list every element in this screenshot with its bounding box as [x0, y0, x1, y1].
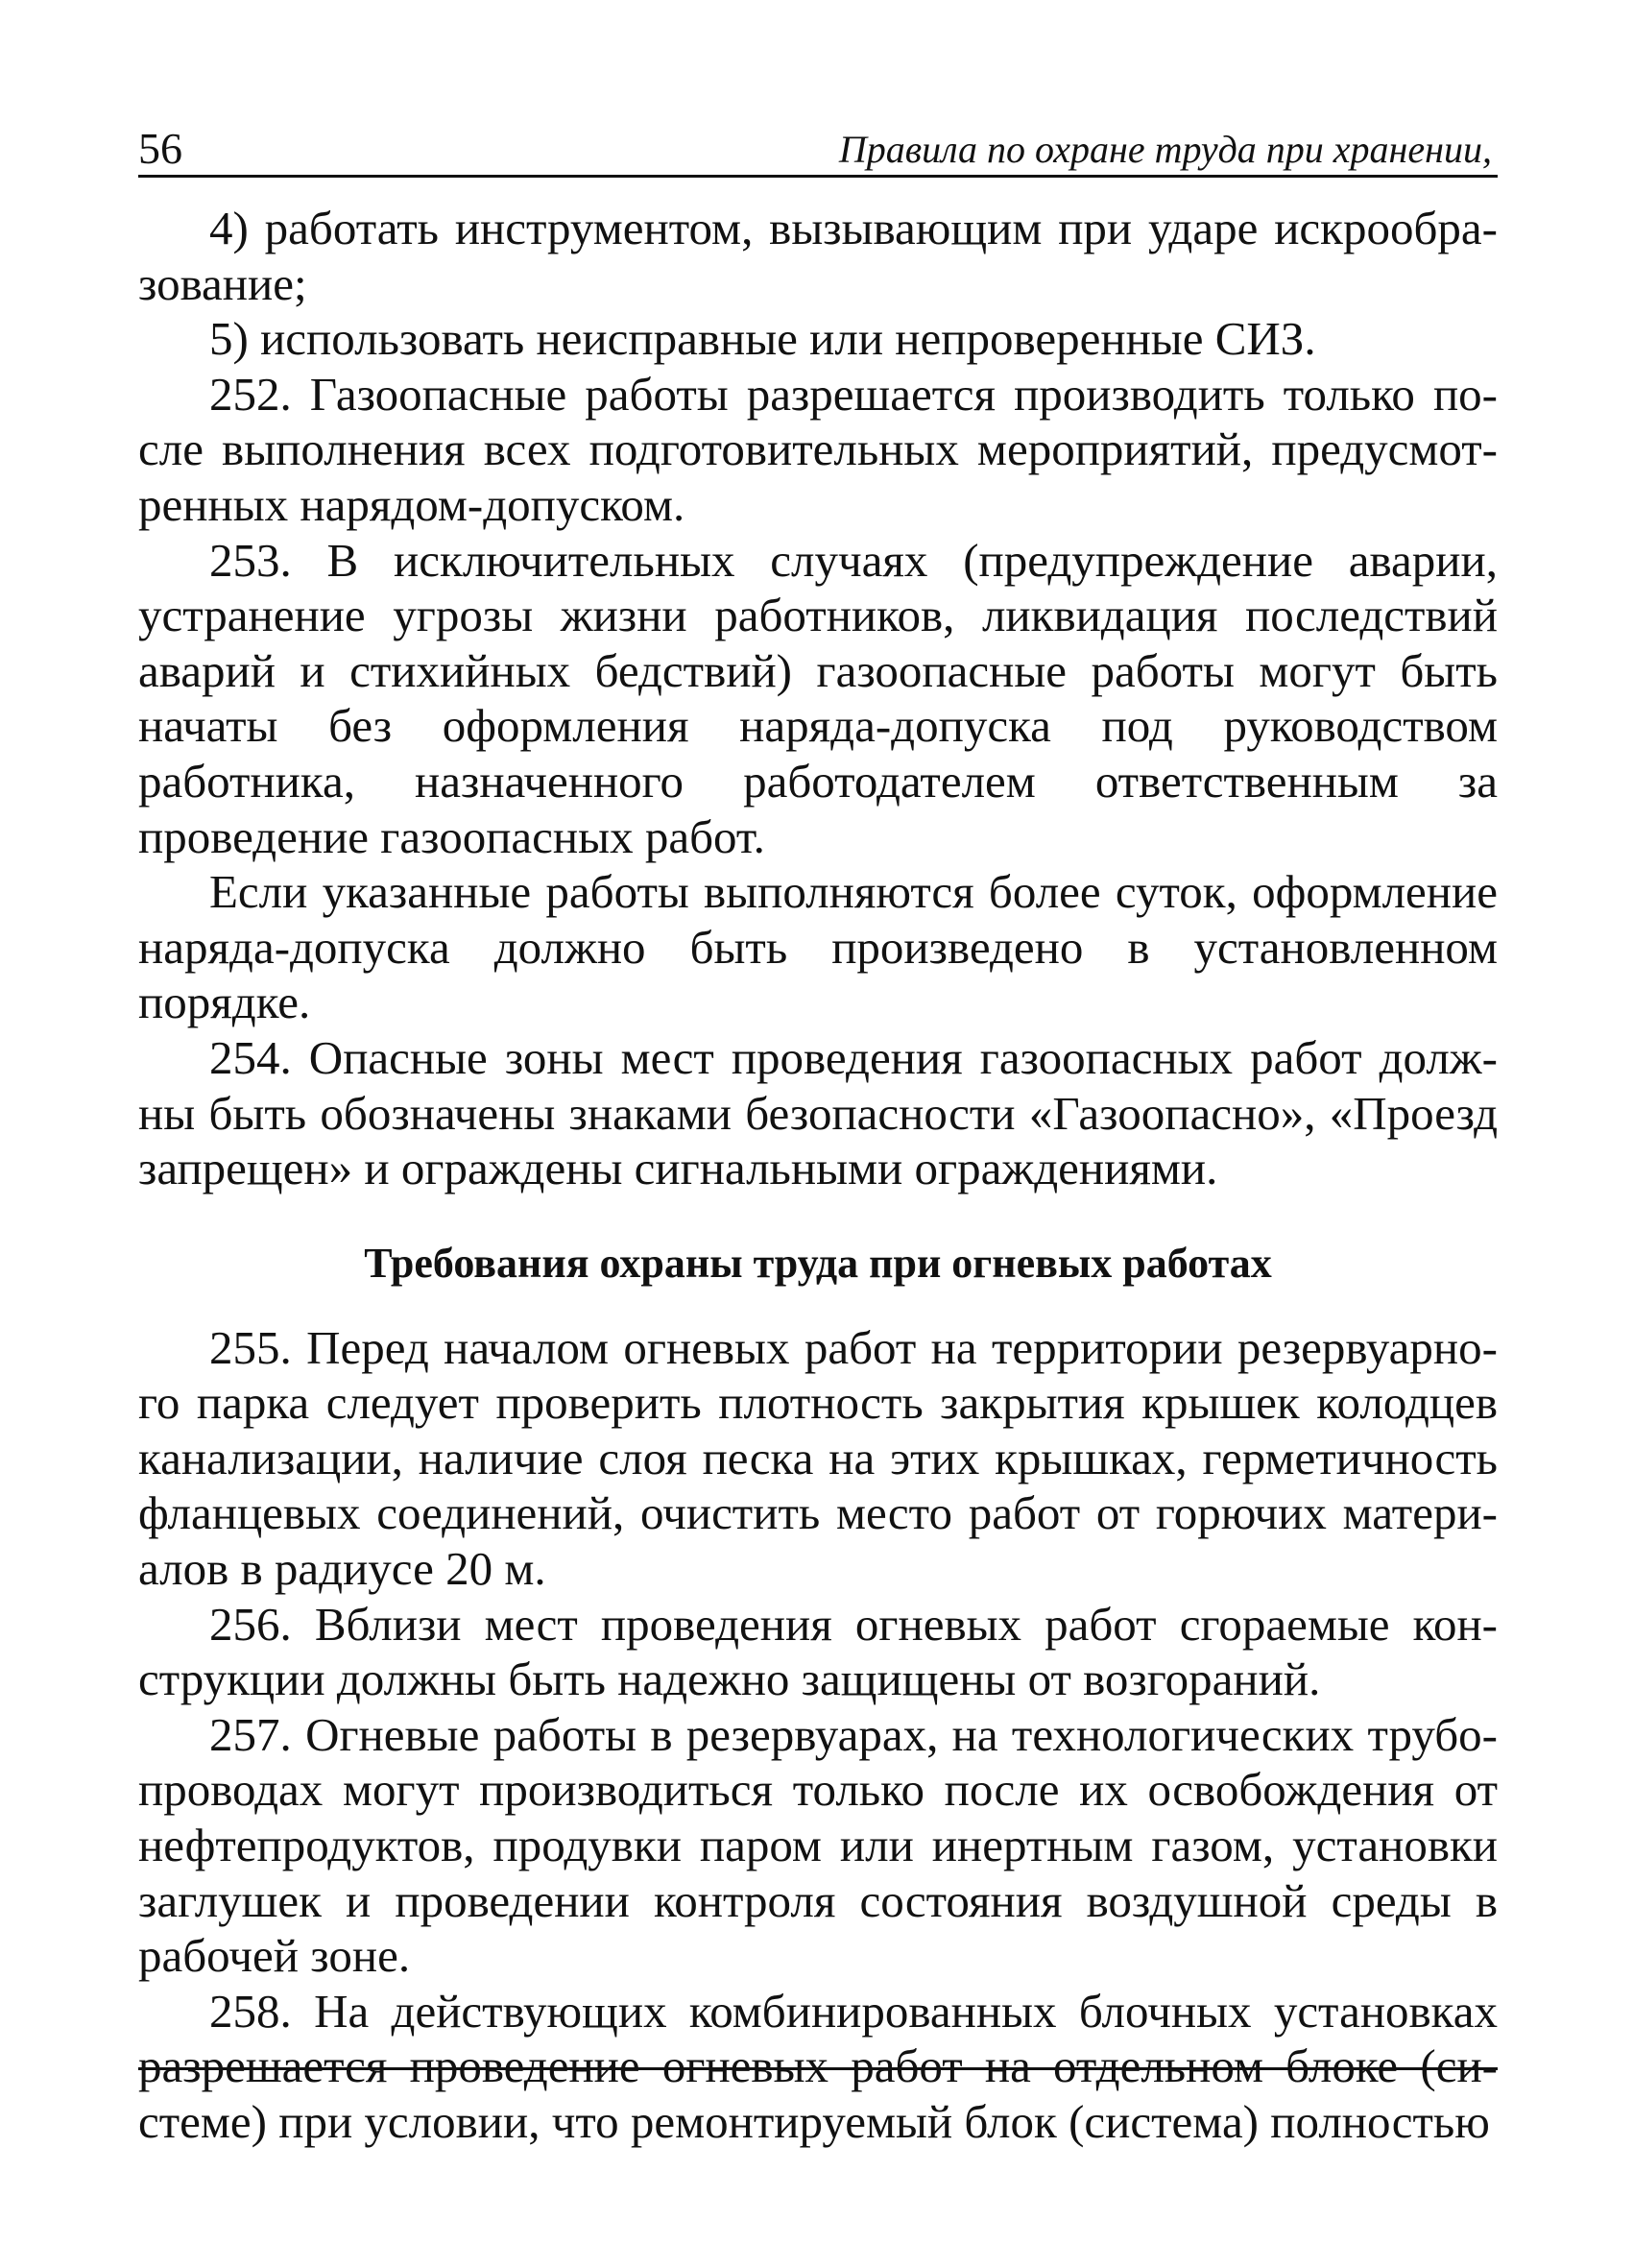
- section-heading: Требования охраны труда при огневых работах: [364, 1239, 1272, 1287]
- paragraph-253-continuation: Если указанные работы выполняются более суток, оформление наряда-допуска должно быть произведено в установленном порядке.: [138, 865, 1498, 1029]
- running-title: Правила по охране труда при хранении,: [838, 128, 1492, 171]
- page: [138, 115, 1498, 2150]
- paragraph-item-4: 4) работать инструментом, вызывающим при ударе искрообразование;: [138, 202, 1498, 310]
- running-head: [138, 115, 1498, 178]
- paragraph-item-5: 5) использовать неисправные или непроверенные СИЗ.: [209, 312, 1316, 366]
- paragraph-253: 253. В исключительных случаях (предупреждение аварии, устранение угрозы жизни работников, ликвидация последствий аварий и стихийных бедствий) газоопасные работы могут быть начаты без оформления наряда-допуска под руководством работника, назначенного работодателем ответственным за проведение газоопасных работ.: [138, 533, 1498, 863]
- paragraph-256: 256. Вблизи мест проведения огневых работ сгораемые конструкции должны быть надежно защищены от возгораний.: [138, 1597, 1498, 1706]
- page-number: 56: [138, 124, 182, 173]
- paragraph-254: 254. Опасные зоны мест проведения газоопасных работ должны быть обозначены знаками безопасности «Газоопасно», «Проезд запрещен» и ограждены сигнальными ограждениями.: [138, 1030, 1498, 1195]
- paragraph-252: 252. Газоопасные работы разрешается производить только после выполнения всех подготовительных мероприятий, предусмотренных нарядом-допуском.: [138, 367, 1498, 531]
- paragraph-257: 257. Огневые работы в резервуарах, на технологических трубопроводах могут производиться только после их освобождения от нефтепродуктов, продувки паром или инертным газом, установки заглушек и проведении контроля состояния воздушной среды в рабочей зоне.: [138, 1707, 1498, 1983]
- page-body: [138, 201, 1498, 2150]
- paragraph-258: 258. На действующих комбинированных блочных установках разрешается проведение огневых работ на отдельном блоке (системе) при условии, что ремонтируемый блок (система) полностью: [138, 1984, 1498, 2148]
- paragraph-255: 255. Перед началом огневых работ на территории резервуарного парка следует проверить плотность закрытия крышек колодцев канализации, наличие слоя песка на этих крышках, герметичность фланцевых соединений, очистить место работ от горючих материалов в радиусе 20 м.: [138, 1320, 1498, 1596]
- footer-rule: [138, 2067, 1498, 2070]
